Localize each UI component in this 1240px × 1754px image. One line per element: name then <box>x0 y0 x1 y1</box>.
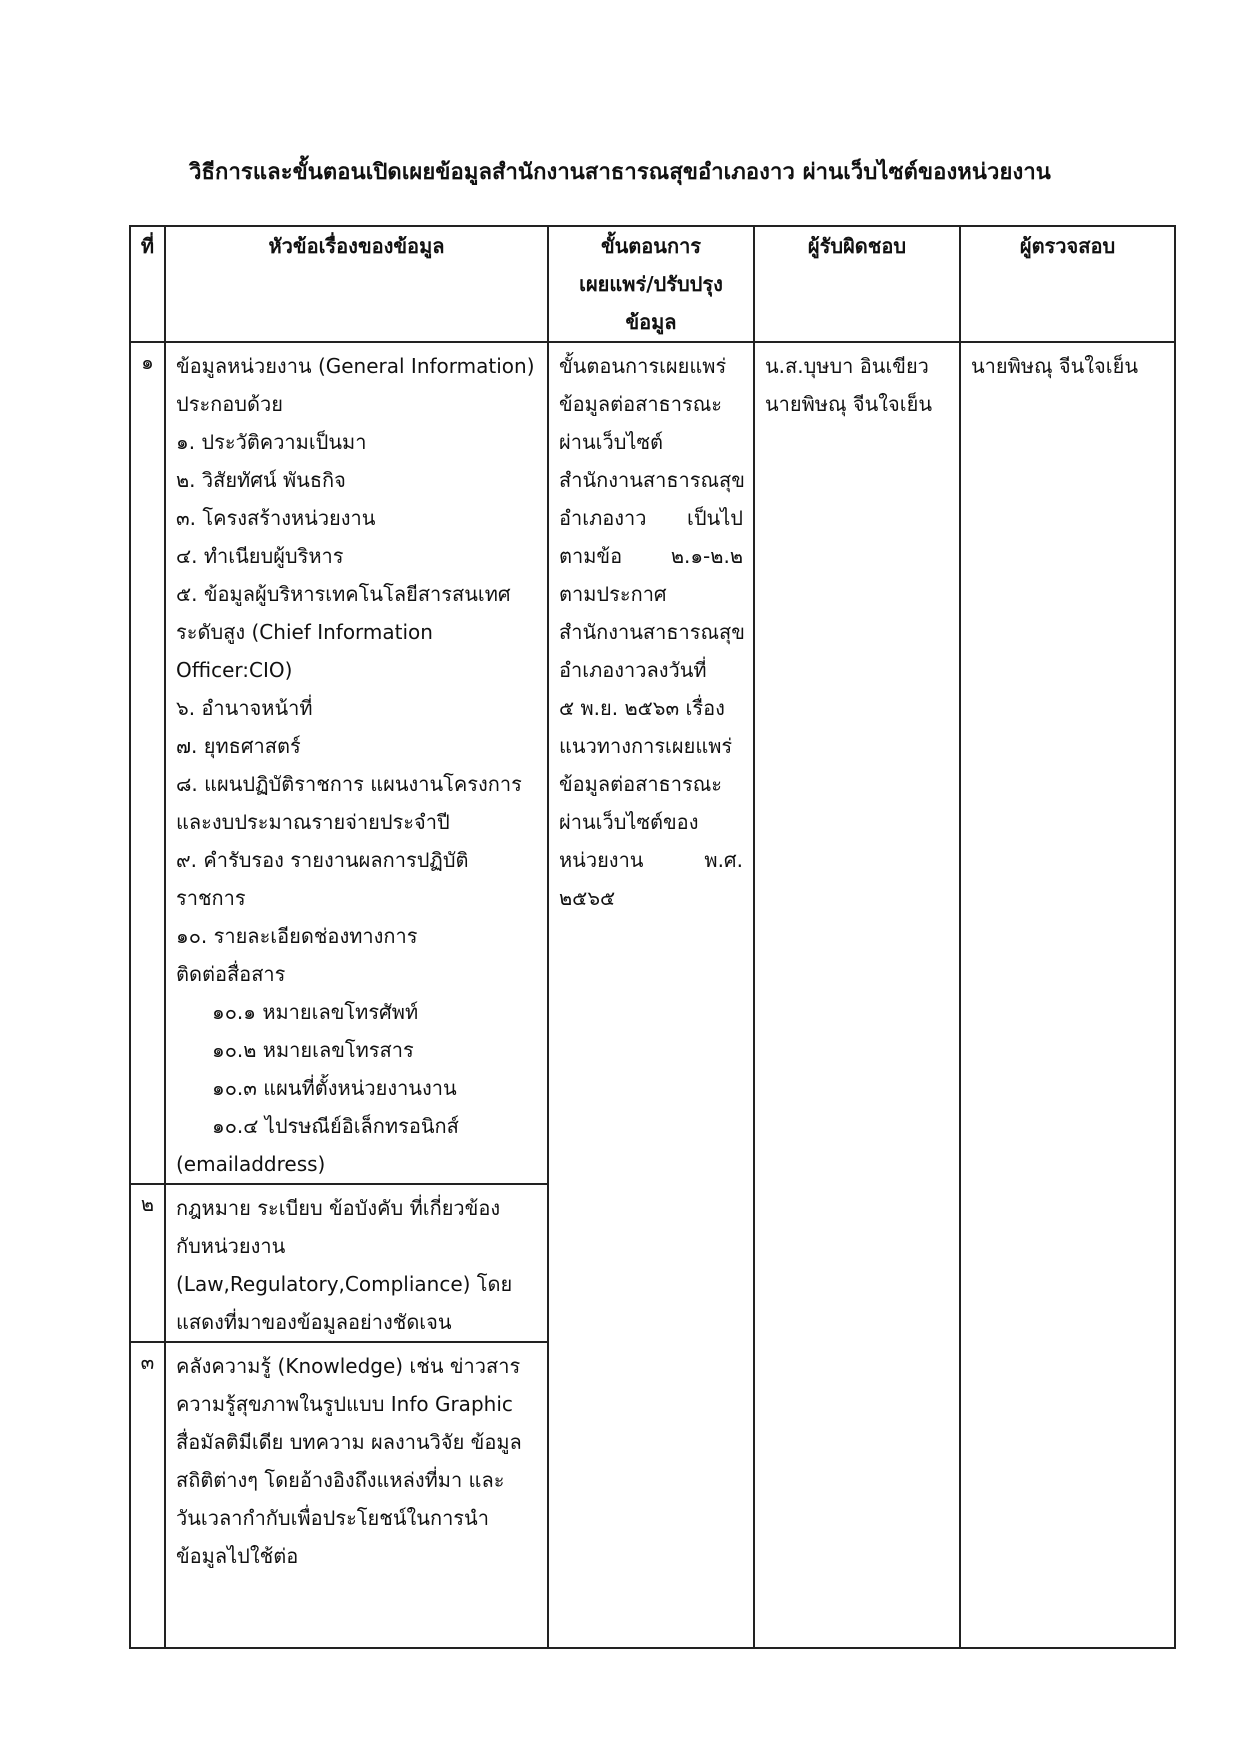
header-step <box>548 226 754 342</box>
row-topic <box>165 1184 548 1342</box>
step-line: สำนักงานสาธารณสุข <box>559 620 745 644</box>
topic-line: ข้อมูลไปใช้ต่อ <box>176 1544 299 1568</box>
step-cell <box>548 342 754 1648</box>
topic-line: Officer:CIO) <box>176 658 293 682</box>
row-topic <box>165 342 548 1184</box>
step-line: สำนักงานสาธารณสุข <box>559 468 745 492</box>
topic-line: กฎหมาย ระเบียบ ข้อบังคับ ที่เกี่ยวข้อง <box>176 1196 501 1220</box>
topic-line: ๕. ข้อมูลผู้บริหารเทคโนโลยีสารสนเทศ <box>176 582 511 606</box>
topic-subline: ๑๐.๒ หมายเลขโทรสาร <box>212 1038 414 1062</box>
topic-line: สื่อมัลติมีเดีย บทความ ผลงานวิจัย ข้อมูล <box>176 1430 522 1454</box>
topic-line: ๖. อำนาจหน้าที่ <box>176 696 313 720</box>
step-line: ข้อมูลต่อสาธารณะ <box>559 772 723 796</box>
step-line: ผ่านเว็บไซต์ของ <box>559 810 699 834</box>
step-line: อำเภองาวลงวันที่ <box>559 658 707 682</box>
row-number: ๒ <box>130 1184 165 1342</box>
table-header-row <box>130 226 1175 342</box>
step-line: ตามประกาศ <box>559 582 667 606</box>
row-number: ๑ <box>130 342 165 1184</box>
row-number: ๓ <box>130 1342 165 1648</box>
topic-line: ข้อมูลหน่วยงาน (General Information) <box>176 354 535 378</box>
header-topic: หัวข้อเรื่องของข้อมูล <box>165 226 548 342</box>
topic-line: ๘. แผนปฏิบัติราชการ แผนงานโครงการ <box>176 772 522 796</box>
header-responsible: ผู้รับผิดชอบ <box>754 226 960 342</box>
topic-line: ความรู้สุขภาพในรูปแบบ Info Graphic <box>176 1392 513 1416</box>
topic-line: ระดับสูง (Chief Information <box>176 620 433 644</box>
topic-line: ๓. โครงสร้างหน่วยงาน <box>176 506 376 530</box>
topic-line: สถิติต่างๆ โดยอ้างอิงถึงแหล่งที่มา และ <box>176 1468 505 1492</box>
header-step-line: ขั้นตอนการ <box>600 234 702 258</box>
topic-subline: ๑๐.๓ แผนที่ตั้งหน่วยงานงาน <box>212 1076 457 1100</box>
topic-line: วันเวลากำกับเพื่อประโยชน์ในการนำ <box>176 1506 489 1530</box>
topic-line: (emailaddress) <box>176 1152 326 1176</box>
topic-line: แสดงที่มาของข้อมูลอย่างชัดเจน <box>176 1310 452 1334</box>
step-line: หน่วยงาน พ.ศ. <box>559 848 743 872</box>
step-line: แนวทางการเผยแพร่ <box>559 734 733 758</box>
header-step-line: เผยแพร่/ปรับปรุง <box>579 272 723 296</box>
header-no: ที่ <box>130 226 165 342</box>
topic-line: ราชการ <box>176 886 246 910</box>
step-line: ๒๕๖๕ <box>559 886 616 910</box>
table-row <box>130 342 1175 1184</box>
topic-line: ๙. คำรับรอง รายงานผลการปฏิบัติ <box>176 848 469 872</box>
topic-line: คลังความรู้ (Knowledge) เช่น ข่าวสาร <box>176 1354 521 1378</box>
step-line: ข้อมูลต่อสาธารณะ <box>559 392 723 416</box>
topic-line: ๔. ทำเนียบผู้บริหาร <box>176 544 344 568</box>
topic-line: กับหน่วยงาน <box>176 1234 286 1258</box>
step-line: อำเภองาว เป็นไป <box>559 506 743 530</box>
topic-line: ๑. ประวัติความเป็นมา <box>176 430 367 454</box>
step-line: ผ่านเว็บไซต์ <box>559 430 664 454</box>
topic-line: ๑๐. รายละเอียดช่องทางการ <box>176 924 418 948</box>
checker-cell <box>960 342 1175 1648</box>
header-step-line: ข้อมูล <box>625 310 677 334</box>
checker-name: นายพิษณุ จีนใจเย็น <box>971 354 1139 378</box>
step-line: ๕ พ.ย. ๒๕๖๓ เรื่อง <box>559 696 725 720</box>
responsible-name: นายพิษณุ จีนใจเย็น <box>765 392 933 416</box>
topic-line: และงบประมาณรายจ่ายประจำปี <box>176 810 450 834</box>
row-topic <box>165 1342 548 1648</box>
topic-line: ติดต่อสื่อสาร <box>176 962 286 986</box>
topic-line: ๒. วิสัยทัศน์ พันธกิจ <box>176 468 346 492</box>
step-line: ตามข้อ ๒.๑-๒.๒ <box>559 544 743 568</box>
header-checker: ผู้ตรวจสอบ <box>960 226 1175 342</box>
topic-line: ประกอบด้วย <box>176 392 283 416</box>
responsible-cell <box>754 342 960 1648</box>
step-line: ขั้นตอนการเผยแพร่ <box>559 354 727 378</box>
disclosure-table <box>129 225 1176 1649</box>
topic-subline: ๑๐.๑ หมายเลขโทรศัพท์ <box>212 1000 419 1024</box>
topic-line: ๗. ยุทธศาสตร์ <box>176 734 301 758</box>
document-title: วิธีการและขั้นตอนเปิดเผยข้อมูลสำนักงานสาธารณสุขอำเภองาว ผ่านเว็บไซต์ของหน่วยงาน <box>189 160 1051 185</box>
responsible-name: น.ส.บุษบา อินเขียว <box>765 354 929 378</box>
topic-subline: ๑๐.๔ ไปรษณีย์อิเล็กทรอนิกส์ <box>212 1114 459 1138</box>
topic-line: (Law,Regulatory,Compliance) โดย <box>176 1272 513 1296</box>
